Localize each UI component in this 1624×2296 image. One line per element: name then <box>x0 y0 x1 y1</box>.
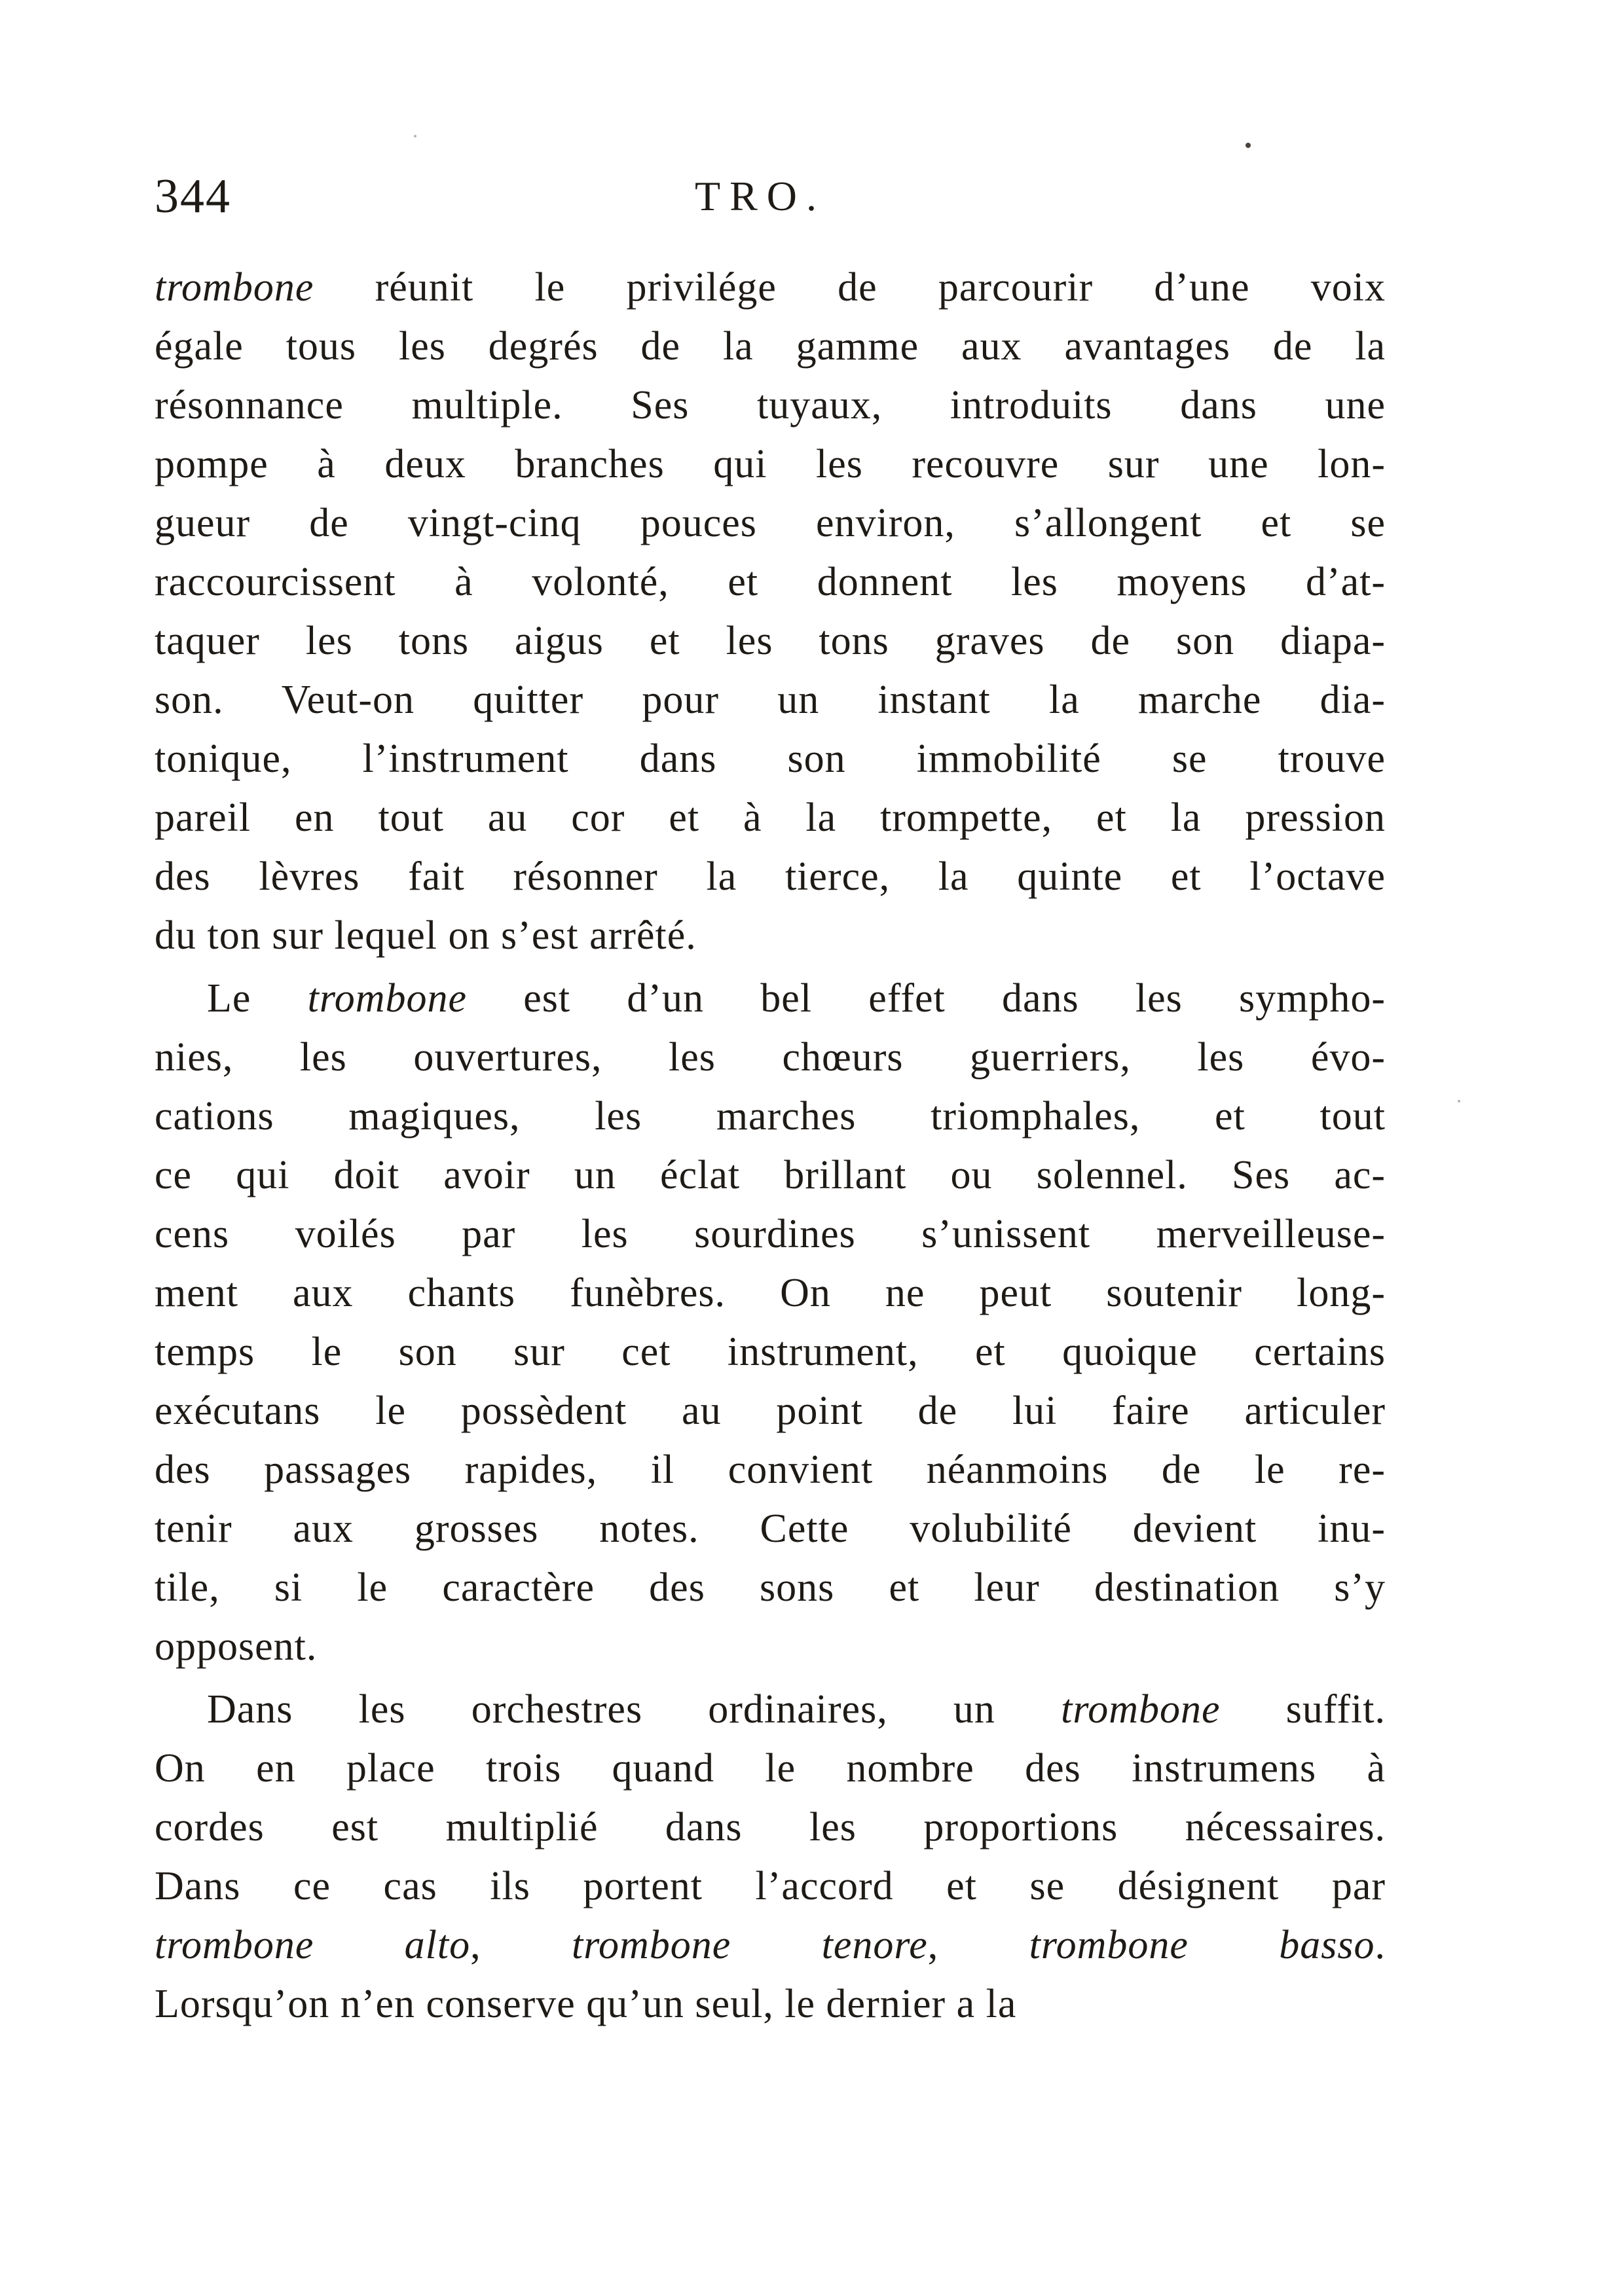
text-run: tile, si le caractère des sons et leur destination s’y <box>155 1565 1386 1610</box>
text-line <box>155 435 1386 494</box>
page-number: 344 <box>155 170 231 223</box>
text-line <box>155 494 1386 553</box>
text-line <box>155 1381 1386 1440</box>
text-line <box>155 1739 1386 1798</box>
text-line <box>155 906 1386 965</box>
text-run: son. Veut-on quitter pour un instant la marche dia- <box>155 678 1386 722</box>
text-line <box>155 1264 1386 1322</box>
text-run: du ton sur lequel on s’est arrêté. <box>155 913 697 958</box>
text-line <box>155 1975 1386 2033</box>
running-head: TRO. <box>695 173 826 219</box>
text-line <box>155 1087 1386 1146</box>
text-line <box>155 1680 1386 1739</box>
text-line <box>155 1617 1386 1676</box>
text-line <box>155 611 1386 670</box>
text-line <box>155 1916 1386 1975</box>
italic-text-run: trombone <box>307 976 468 1021</box>
text-run: , <box>470 1923 572 1967</box>
ink-speck <box>1246 143 1251 148</box>
text-run: tenir aux grosses notes. Cette volubilité devient inu- <box>155 1506 1386 1551</box>
text-line <box>155 1798 1386 1857</box>
text-run: ment aux chants funèbres. On ne peut soutenir long- <box>155 1271 1386 1315</box>
text-run: , <box>927 1923 1029 1967</box>
text-line <box>155 729 1386 788</box>
text-run: cens voilés par les sourdines s’unissent merveilleuse- <box>155 1212 1386 1256</box>
text-line <box>155 969 1386 1028</box>
text-line <box>155 1322 1386 1381</box>
text-line <box>155 1440 1386 1499</box>
text-run: suffit. <box>1220 1687 1386 1732</box>
italic-text-run: trombone <box>155 265 314 310</box>
text-line <box>155 258 1386 317</box>
text-line <box>155 788 1386 847</box>
text-run: gueur de vingt-cinq pouces environ, s’allongent et se <box>155 501 1386 545</box>
text-run: Dans ce cas ils portent l’accord et se désignent par <box>155 1864 1386 1908</box>
text-run: . <box>1375 1923 1386 1967</box>
text-line <box>155 553 1386 611</box>
page-header <box>155 164 1379 242</box>
text-run: pompe à deux branches qui les recouvre sur une lon- <box>155 442 1386 486</box>
text-line <box>155 1499 1386 1558</box>
text-run: est d’un bel effet dans les sympho- <box>467 976 1386 1021</box>
text-run: cordes est multiplié dans les proportions nécessaires. <box>155 1805 1386 1850</box>
text-run: des passages rapides, il convient néanmoins de le re- <box>155 1448 1386 1492</box>
text-run: réunit le privilége de parcourir d’une voix <box>314 265 1386 310</box>
text-line <box>155 1205 1386 1264</box>
italic-text-run: trombone tenore <box>571 1923 928 1967</box>
text-line <box>155 1028 1386 1087</box>
ink-speck <box>414 135 416 137</box>
text-line <box>155 1558 1386 1617</box>
text-run: ce qui doit avoir un éclat brillant ou solennel. Ses ac- <box>155 1153 1386 1197</box>
text-run: nies, les ouvertures, les chœurs guerriers, les évo- <box>155 1035 1386 1080</box>
text-run: cations magiques, les marches triomphales, et tout <box>155 1094 1386 1139</box>
text-line <box>155 670 1386 729</box>
text-line <box>155 317 1386 376</box>
text-run: raccourcissent à volonté, et donnent les moyens d’at- <box>155 560 1386 604</box>
text-run: tonique, l’instrument dans son immobilité se trouve <box>155 737 1386 781</box>
text-line <box>155 1857 1386 1916</box>
text-run: Dans les orchestres ordinaires, un <box>207 1687 1061 1732</box>
text-run: Le <box>207 976 308 1021</box>
text-run: exécutans le possèdent au point de lui faire articuler <box>155 1389 1386 1433</box>
body-text <box>155 258 1386 2033</box>
text-run: pareil en tout au cor et à la trompette, et la pression <box>155 795 1386 840</box>
text-line <box>155 847 1386 906</box>
italic-text-run: trombone <box>1061 1687 1221 1732</box>
text-run: des lèvres fait résonner la tierce, la quinte et l’octave <box>155 854 1386 899</box>
text-run: Lorsqu’on n’en conserve qu’un seul, le dernier a la <box>155 1982 1017 2026</box>
text-run: opposent. <box>155 1624 318 1669</box>
text-run: temps le son sur cet instrument, et quoique certains <box>155 1330 1386 1374</box>
text-run: taquer les tons aigus et les tons graves de son diapa- <box>155 619 1386 663</box>
text-line <box>155 376 1386 435</box>
italic-text-run: trombone basso <box>1029 1923 1375 1967</box>
text-run: On en place trois quand le nombre des instrumens à <box>155 1746 1386 1791</box>
ink-speck <box>1458 1100 1460 1102</box>
text-run: égale tous les degrés de la gamme aux avantages de la <box>155 324 1386 369</box>
text-run: résonnance multiple. Ses tuyaux, introduits dans une <box>155 383 1386 428</box>
italic-text-run: trombone alto <box>155 1923 471 1967</box>
text-line <box>155 1146 1386 1205</box>
